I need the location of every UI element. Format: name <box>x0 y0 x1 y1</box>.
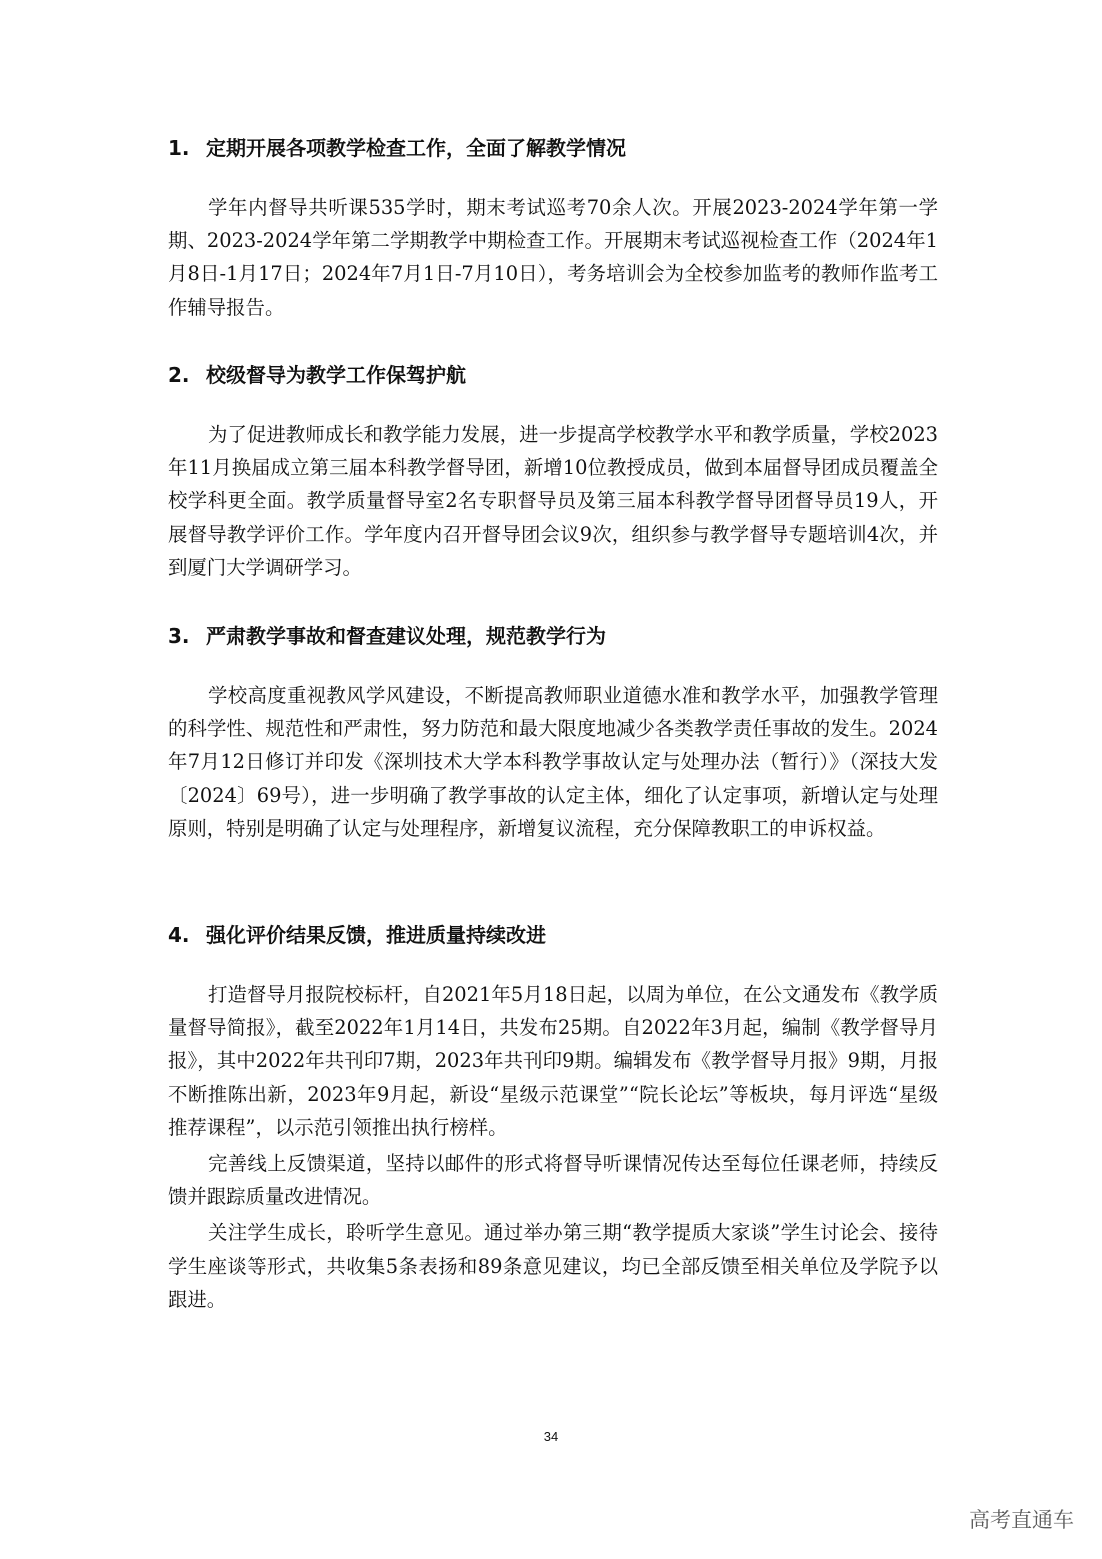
section-4 <box>168 921 938 1316</box>
section-heading <box>168 622 938 650</box>
section-heading <box>168 361 938 389</box>
section-title: 严肃教学事故和督查建议处理，规范教学行为 <box>206 624 606 648</box>
paragraph: 打造督导月报院校标杆，自2021年5月18日起，以周为单位，在公文通发布《教学质量督导简报》，截至2022年1月14日，共发布25期。自2022年3月起，编制《教学督导月报》，其中2022年共刊印7期，2023年共刊印9期。编辑发布《教学督导月报》9期，月报不断推陈出新，2023年9月起，新设“星级示范课堂”“院长论坛”等板块，每月评选“星级推荐课程”，以示范引领推出执行榜样。 <box>168 983 938 1139</box>
paragraph: 关注学生成长，聆听学生意见。通过举办第三期“教学提质大家谈”学生讨论会、接待学生座谈等形式，共收集5条表扬和89条意见建议，均已全部反馈至相关单位及学院予以跟进。 <box>168 1221 938 1311</box>
section-number: 2. <box>168 363 190 387</box>
section-3 <box>168 622 938 845</box>
paragraph: 为了促进教师成长和教学能力发展，进一步提高学校教学水平和教学质量，学校2023年11月换届成立第三届本科教学督导团，新增10位教授成员，做到本届督导团成员覆盖全校学科更全面。教学质量督导室2名专职督导员及第三届本科教学督导团督导员19人，开展督导教学评价工作。学年度内召开督导团会议9次，组织参与教学督导专题培训4次，并到厦门大学调研学习。 <box>168 423 938 579</box>
section-heading <box>168 134 938 162</box>
section-number: 4. <box>168 923 190 947</box>
section-title: 校级督导为教学工作保驾护航 <box>206 363 466 387</box>
section-2 <box>168 361 938 584</box>
section-heading <box>168 921 938 949</box>
section-title: 定期开展各项教学检查工作，全面了解教学情况 <box>206 136 626 160</box>
section-number: 3. <box>168 624 190 648</box>
section-title: 强化评价结果反馈，推进质量持续改进 <box>206 923 546 947</box>
paragraph: 学年内督导共听课535学时，期末考试巡考70余人次。开展2023-2024学年第一学期、2023-2024学年第二学期教学中期检查工作。开展期末考试巡视检查工作（2024年1月8日-1月17日；2024年7月1日-7月10日），考务培训会为全校参加监考的教师作监考工作辅导报告。 <box>168 196 938 319</box>
page-number: 34 <box>543 1429 559 1444</box>
paragraph: 完善线上反馈渠道，坚持以邮件的形式将督导听课情况传达至每位任课老师，持续反馈并跟踪质量改进情况。 <box>168 1152 938 1209</box>
paragraph: 学校高度重视教风学风建设，不断提高教师职业道德水准和教学水平，加强教学管理的科学性、规范性和严肃性，努力防范和最大限度地减少各类教学责任事故的发生。2024年7月12日修订并印发《深圳技术大学本科教学事故认定与处理办法（暂行）》（深技大发〔2024〕69号），进一步明确了教学事故的认定主体，细化了认定事项，新增认定与处理原则，特别是明确了认定与处理程序，新增复议流程，充分保障教职工的申诉权益。 <box>168 684 938 840</box>
watermark-text: 高考直通车 <box>969 1508 1074 1532</box>
section-1 <box>168 134 938 324</box>
section-number: 1. <box>168 136 190 160</box>
